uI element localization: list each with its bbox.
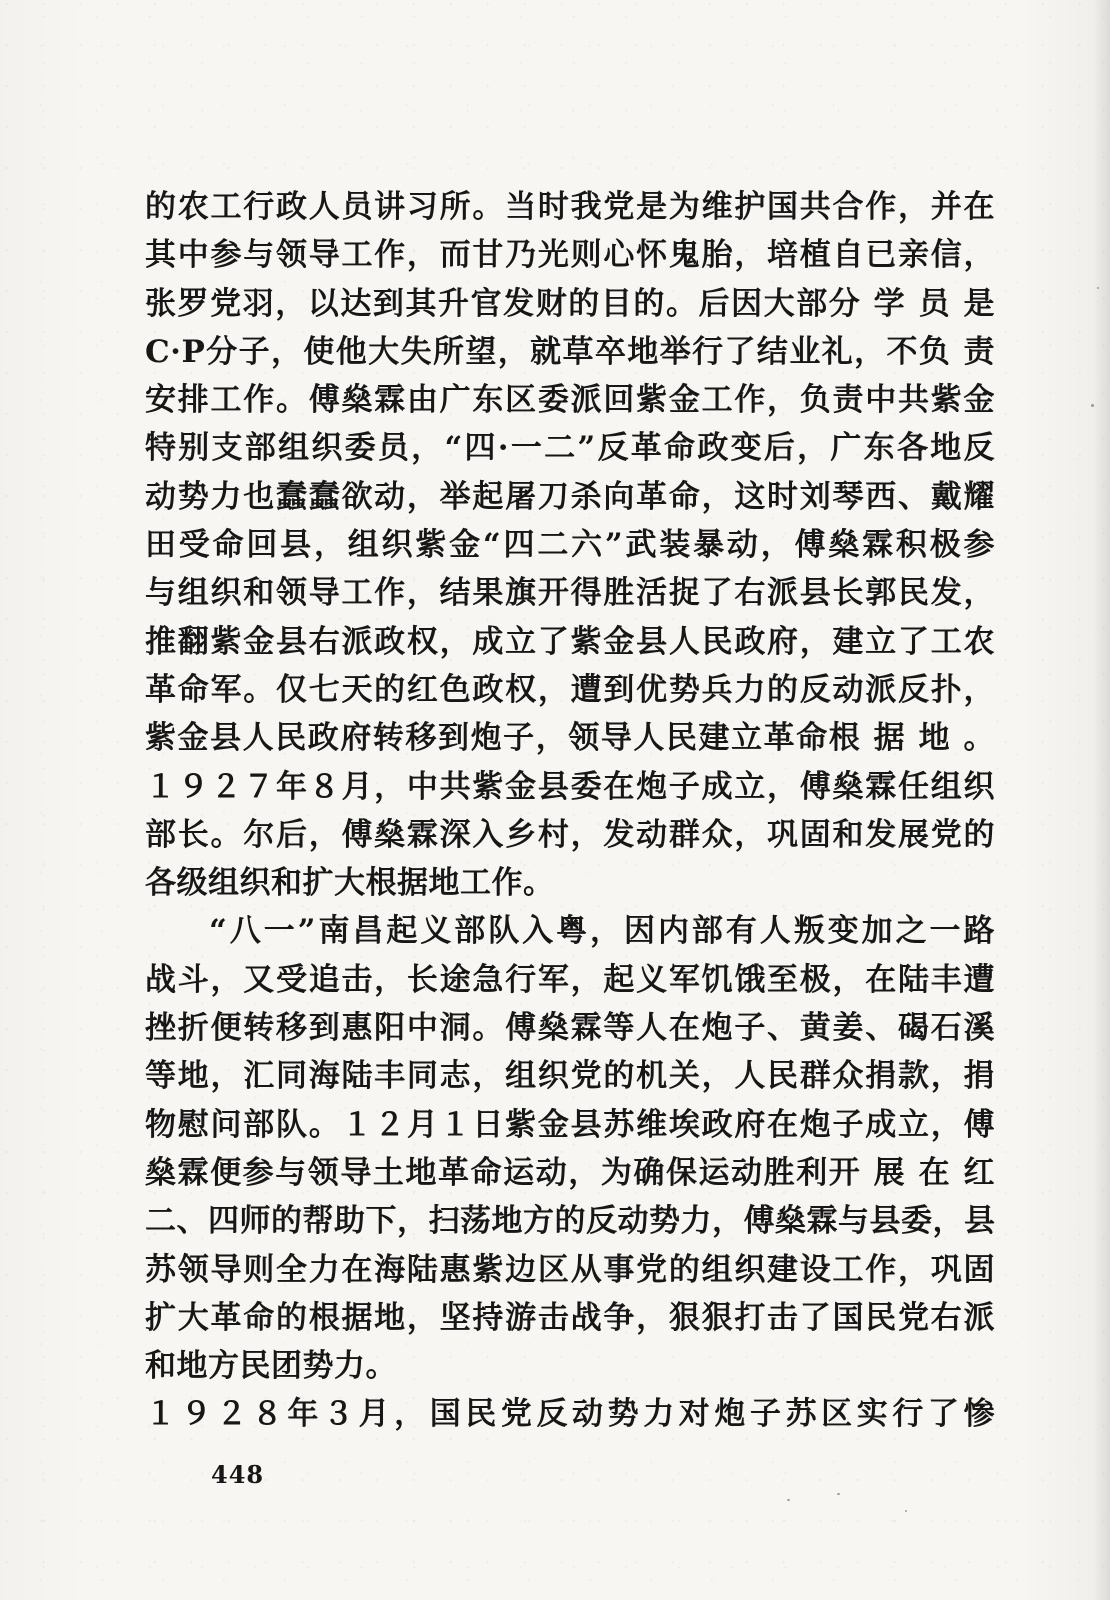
text-line: 部长。尔后，傅燊霖深入乡村，发动群众，巩固和发展党的 [145,816,995,853]
page-number: 448 [211,1460,265,1489]
text-line: 等地，汇同海陆丰同志，组织党的机关，人民群众捐款，捐 [145,1058,995,1095]
text-line: 与组织和领导工作，结果旗开得胜活捉了右派县长郭民发， [145,575,995,612]
body-text [145,183,995,1439]
text-line: 动势力也蠢蠢欲动，举起屠刀杀向革命，这时刘琴西、戴耀 [145,478,995,515]
text-line: １９２７年８月，中共紫金县委在炮子成立，傅燊霖任组织 [145,768,995,805]
text-line: 挫折便转移到惠阳中洞。傅燊霖等人在炮子、黄姜、碣石溪 [145,1010,995,1047]
text-line: 扩大革命的根据地，坚持游击战争，狠狠打击了国民党右派 [145,1299,995,1336]
text-line: 的农工行政人员讲习所。当时我党是为维护国共合作，并在 [145,189,995,225]
text-line: C·P分子，使他大失所望，就草卒地举行了结业礼，不负 责 [145,333,995,370]
text-line: 其中参与领导工作，而甘乃光则心怀鬼胎，培植自已亲信， [145,237,995,274]
text-line: 紫金县人民政府转移到炮子，领导人民建立革命根 据 地 。 [145,720,995,757]
text-line: 二、四师的帮助下，扫荡地方的反动势力，傅燊霖与县委，县 [145,1203,995,1240]
text-line: 燊霖便参与领导土地革命运动，为确保运动胜利开 展 在 红 [145,1154,995,1191]
paragraph-start-line: １９２８年３月，国民党反动势力对炮子苏区实行了惨 [145,1396,995,1433]
text-line: 物慰问部队。１２月１日紫金县苏维埃政府在炮子成立，傅 [145,1106,995,1143]
paragraph-start-line: “八一”南昌起义部队入粤，因内部有人叛变加之一路 [209,913,995,950]
text-line: 战斗，又受追击，长途急行军，起义军饥饿至极，在陆丰遭 [145,961,995,998]
text-line: 和地方民团势力。 [145,1348,397,1385]
text-line: 安排工作。傅燊霖由广东区委派回紫金工作，负责中共紫金 [145,382,995,419]
page-edge-shadow [1092,0,1110,1600]
text-line: 张罗党羽，以达到其升官发财的目的。后因大部分 学 员 是 [145,285,995,322]
text-line: 推翻紫金县右派政权，成立了紫金县人民政府，建立了工农 [145,623,995,660]
text-line: 田受命回县，组织紫金“四二六”武装暴动，傅燊霖积极参 [145,527,995,564]
scan-speck [787,1499,790,1501]
text-line: 各级组织和扩大根据地工作。 [145,865,555,902]
scan-speck [905,1510,907,1512]
text-line: 革命军。仅七天的红色政权，遭到优势兵力的反动派反扑， [145,671,995,708]
scan-speck [837,1493,840,1495]
text-line: 苏领导则全力在海陆惠紫边区从事党的组织建设工作，巩固 [145,1251,995,1288]
text-line: 特别支部组织委员，“四·一二”反革命政变后，广东各地反 [145,430,995,467]
